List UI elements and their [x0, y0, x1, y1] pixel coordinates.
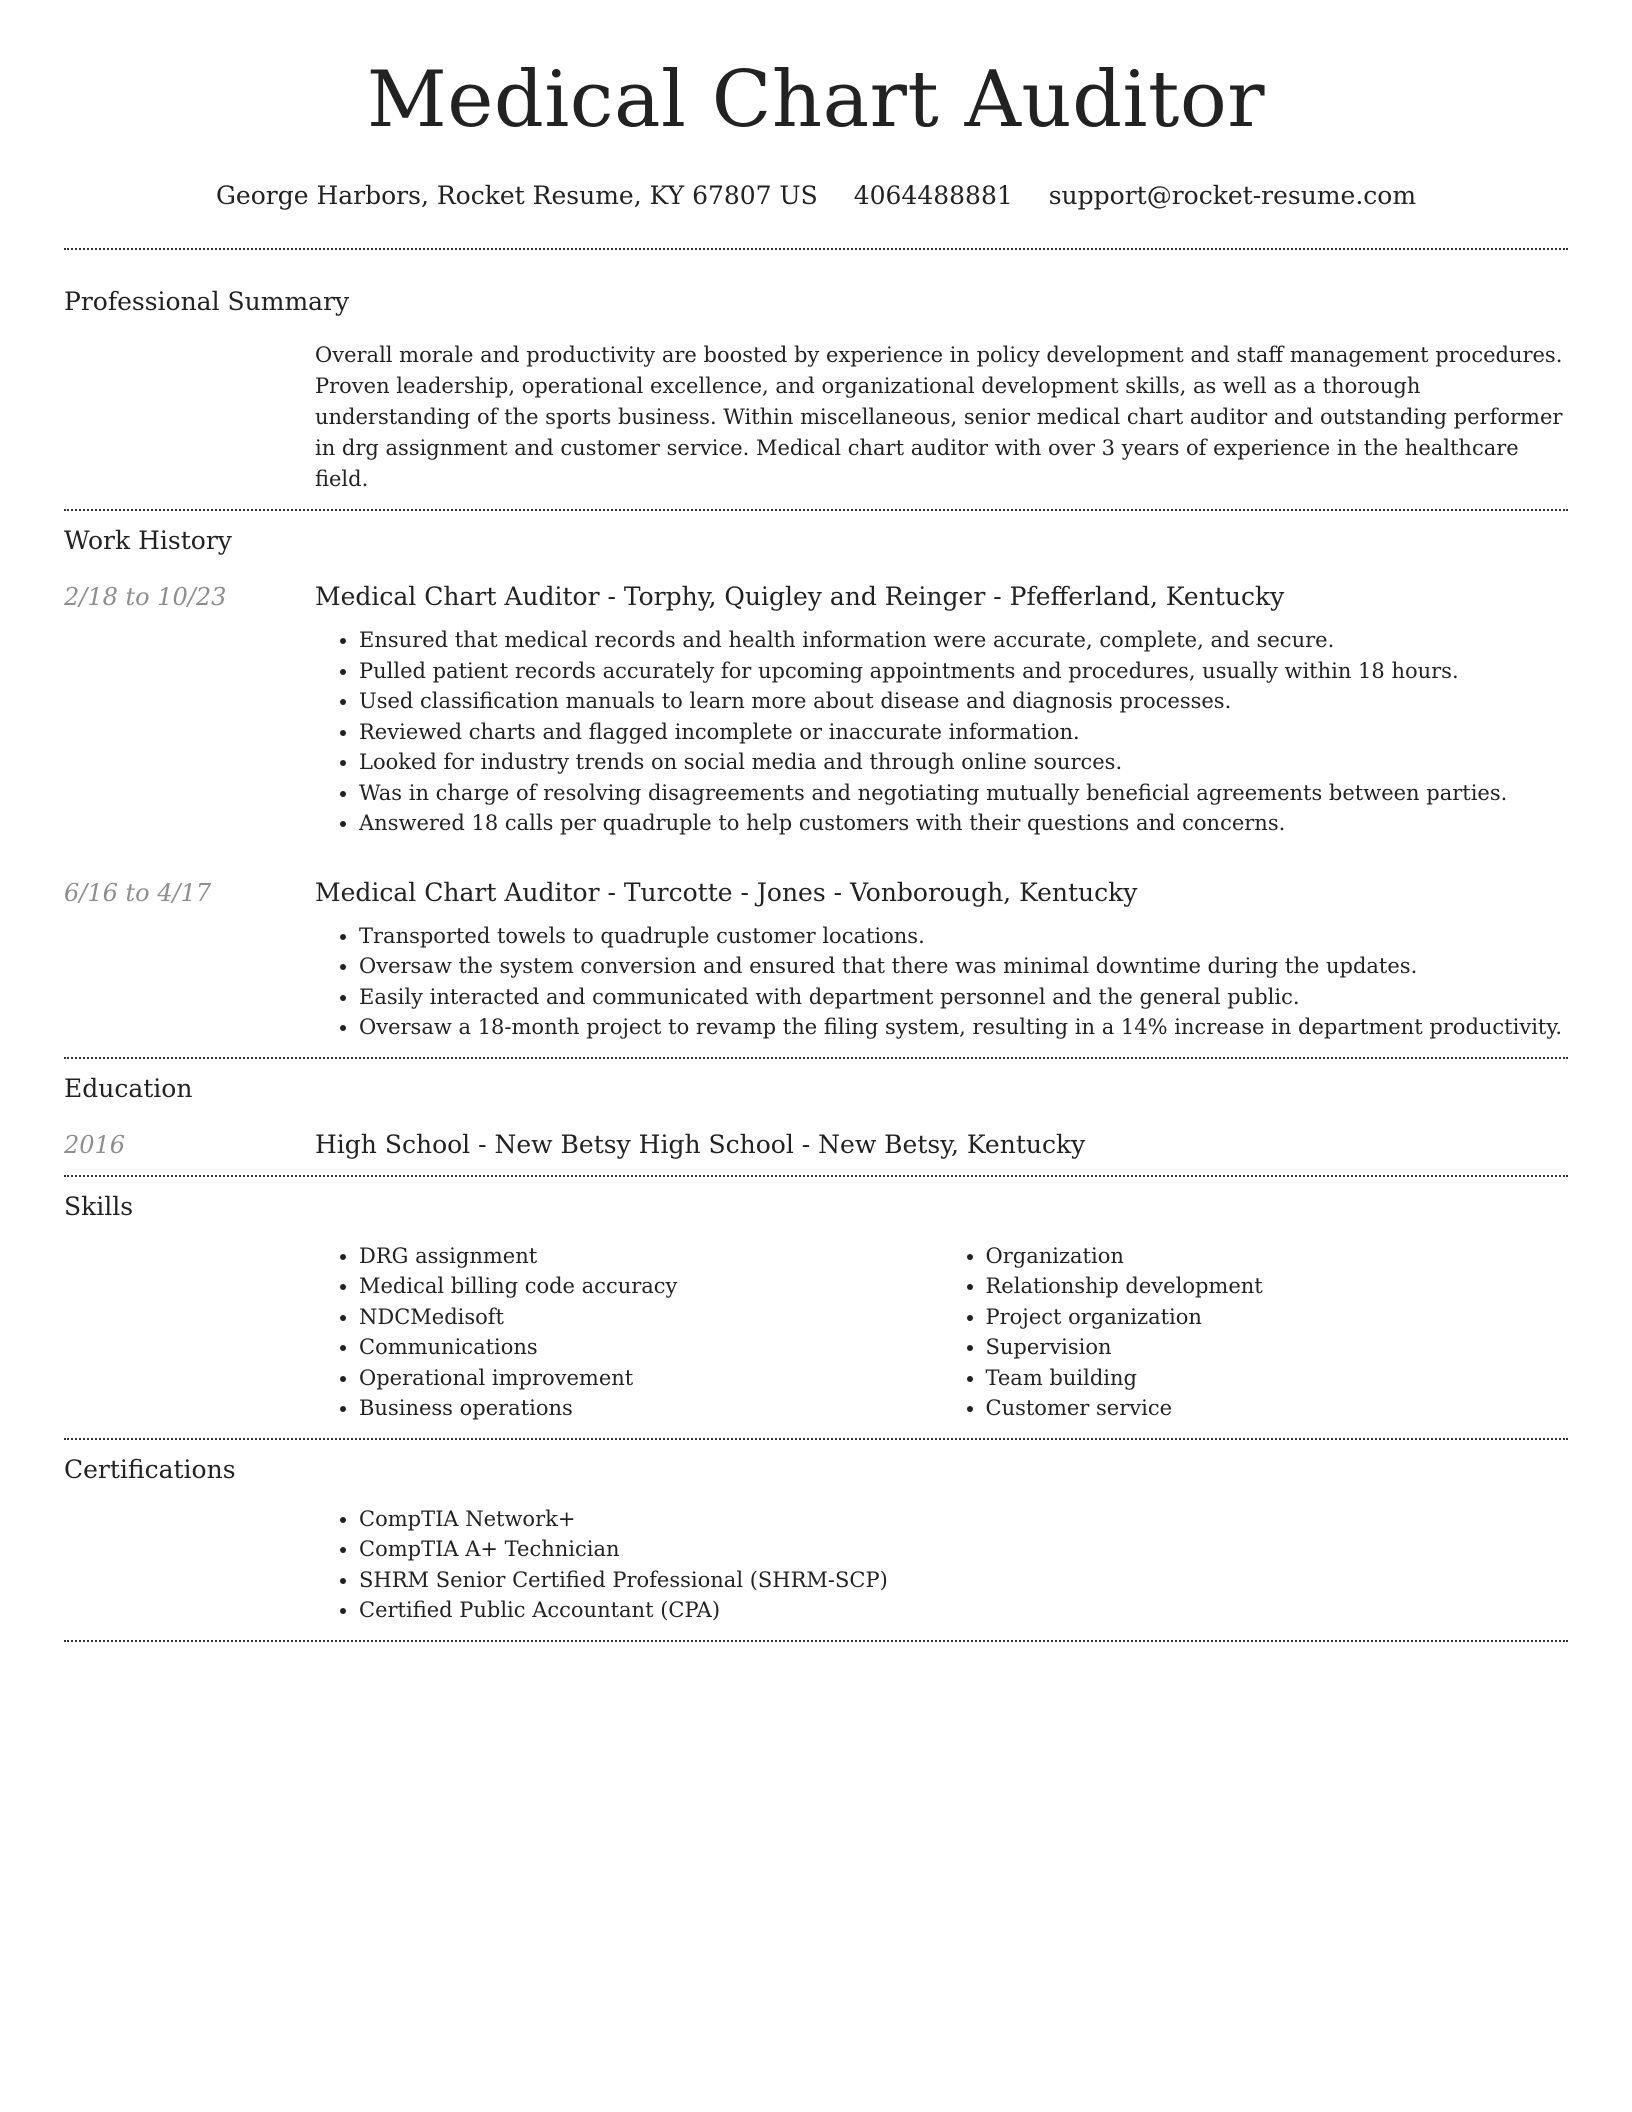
list-item: • Looked for industry trends on social media and through online sources.	[359, 747, 1568, 778]
list-item: • Reviewed charts and flagged incomplete or inaccurate information.	[359, 717, 1568, 748]
contact-line	[64, 180, 1568, 212]
list-item: • Communications	[359, 1332, 942, 1363]
list-item: • Transported towels to quadruple customer locations.	[359, 921, 1568, 952]
job-title: Medical Chart Auditor - Torphy, Quigley and Reinger - Pfefferland, Kentucky	[315, 582, 1285, 611]
job-dates: 2/18 to 10/23	[64, 583, 227, 611]
summary-row	[64, 340, 1568, 495]
section-skills	[64, 1177, 1568, 1438]
list-item: • Operational improvement	[359, 1363, 942, 1394]
list-item: • Supervision	[986, 1332, 1569, 1363]
job-bullets	[315, 921, 1568, 1043]
job-bullets	[315, 625, 1568, 839]
section-education	[64, 1059, 1568, 1175]
education-entry	[64, 1129, 1568, 1161]
certifications-row	[64, 1504, 1568, 1626]
list-item: • Answered 18 calls per quadruple to help customers with their questions and concerns.	[359, 808, 1568, 839]
certifications-body	[315, 1504, 1568, 1626]
education-details	[315, 1129, 1568, 1161]
job-title: Medical Chart Auditor - Turcotte - Jones - Vonborough, Kentucky	[315, 877, 1138, 907]
list-item: • Organization	[986, 1241, 1569, 1272]
list-item: • Project organization	[986, 1302, 1569, 1333]
certifications-spacer	[64, 1504, 315, 1626]
summary-spacer	[64, 340, 315, 495]
section-work-history	[64, 511, 1568, 1057]
list-item: • Was in charge of resolving disagreements and negotiating mutually beneficial agreements between parties.	[359, 778, 1568, 809]
summary-text: Overall morale and productivity are boosted by experience in policy development and staff management procedures. Proven leadership, operational excellence, and organizational development skills, as well as a thorough understanding of the sports business. Within miscellaneous, senior medical chart auditor and outstanding performer in drg assignment and customer service. Medical chart auditor with over 3 years of experience in the healthcare field.	[315, 343, 1563, 491]
job-details	[315, 581, 1568, 839]
section-heading: Certifications	[64, 1454, 236, 1484]
list-item: • Medical billing code accuracy	[359, 1271, 942, 1302]
list-item: • Business operations	[359, 1393, 942, 1424]
skills-spacer	[64, 1241, 315, 1424]
contact-address: George Harbors, Rocket Resume, KY 67807 US	[215, 181, 818, 210]
section-certifications	[64, 1440, 1568, 1640]
list-item: • Used classification manuals to learn more about disease and diagnosis processes.	[359, 686, 1568, 717]
list-item: • Oversaw the system conversion and ensured that there was minimal downtime during the updates.	[359, 951, 1568, 982]
list-item: • Certified Public Accountant (CPA)	[359, 1595, 1568, 1626]
list-item: • DRG assignment	[359, 1241, 942, 1272]
section-heading: Skills	[64, 1191, 134, 1221]
list-item: • NDCMedisoft	[359, 1302, 942, 1333]
certifications-list	[315, 1504, 1568, 1626]
list-item: • Pulled patient records accurately for upcoming appointments and procedures, usually within 18 hours.	[359, 656, 1568, 687]
section-heading: Professional Summary	[64, 287, 350, 316]
job-dates: 6/16 to 4/17	[64, 878, 212, 907]
list-item: • SHRM Senior Certified Professional (SHRM-SCP)	[359, 1565, 1568, 1596]
list-item: • Relationship development	[986, 1271, 1569, 1302]
divider	[64, 1640, 1568, 1642]
list-item: • Ensured that medical records and health information were accurate, complete, and secure.	[359, 625, 1568, 656]
summary-body	[315, 340, 1568, 495]
contact-email: support@rocket-resume.com	[1048, 181, 1417, 210]
resume-title: Medical Chart Auditor	[366, 55, 1266, 145]
job-entry	[64, 877, 1568, 1043]
skills-list-right	[942, 1241, 1569, 1424]
education-year: 2016	[64, 1130, 126, 1159]
list-item: • CompTIA Network+	[359, 1504, 1568, 1535]
list-item: • Oversaw a 18-month project to revamp the filing system, resulting in a 14% increase in department productivity.	[359, 1012, 1568, 1043]
list-item: • Easily interacted and communicated with department personnel and the general public.	[359, 982, 1568, 1013]
job-entry	[64, 581, 1568, 839]
job-details	[315, 877, 1568, 1043]
list-item: • Customer service	[986, 1393, 1569, 1424]
list-item: • CompTIA A+ Technician	[359, 1534, 1568, 1565]
skills-columns	[315, 1241, 1568, 1424]
section-summary	[64, 250, 1568, 509]
contact-phone: 4064488881	[853, 181, 1013, 210]
skills-row	[64, 1241, 1568, 1424]
list-item: • Team building	[986, 1363, 1569, 1394]
skills-list-left	[315, 1241, 942, 1424]
section-heading: Work History	[64, 526, 232, 555]
section-heading: Education	[64, 1073, 193, 1103]
education-title: High School - New Betsy High School - New Betsy, Kentucky	[315, 1129, 1086, 1159]
